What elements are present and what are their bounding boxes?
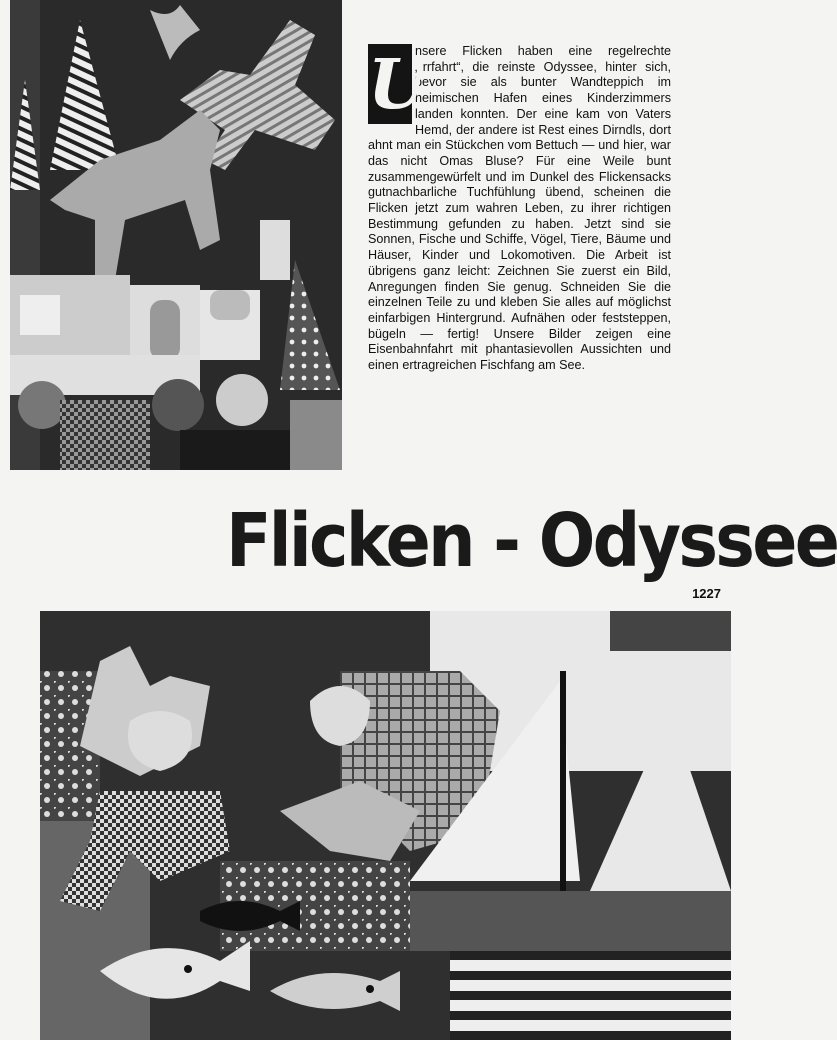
article-body [368, 44, 671, 374]
article-paragraph: nsere Flicken haben eine regelrechte „Irrfahrt“, die reinste Odyssee, hinter sich, bevor sie als bunter Wandteppich im heimischen Hafen eines Kinderzimmers landen konnten. Der eine kam von Vaters Hemd, der andere ist Rest eines Dirndls, dort ahnt man ein Stückchen vom Bettuch — und hier, war das nicht Omas Bluse? Für eine Weile bunt zusammengewürfelt und im Dunkel des Flickensacks gutnachbarliche Tuchfühlung übend, scheinen die Flicken jetzt zum wahren Leben, zu ihrer richtigen Bestimmung gefunden zu haben. Jetzt sind sie Sonnen, Fische und Schiffe, Vögel, Tiere, Bäume und Häuser, Kinder und Lokomotiven. Die Arbeit ist übrigens ganz leicht: Zeichnen Sie zuerst ein Bild, Anregungen finden Sie genug. Schneiden Sie die einzelnen Teile zu und kleben Sie alles auf möglichst einfarbigen Hintergrund. Aufnähen oder feststeppen, bügeln — fertig! Unsere Bilder zeigen eine Eisenbahnfahrt mit phantasievollen Aussichten und einen ertragreichen Fischfang am See. [368, 44, 671, 373]
article-title: Flicken - Odyssee [226, 498, 837, 584]
patchwork-photo-horses-locomotive [10, 0, 342, 470]
page-number: 1227 [692, 586, 721, 601]
patchwork-photo-fishing-boat [40, 611, 731, 1040]
drop-cap-letter: U [368, 45, 428, 125]
drop-cap-box [368, 44, 428, 125]
